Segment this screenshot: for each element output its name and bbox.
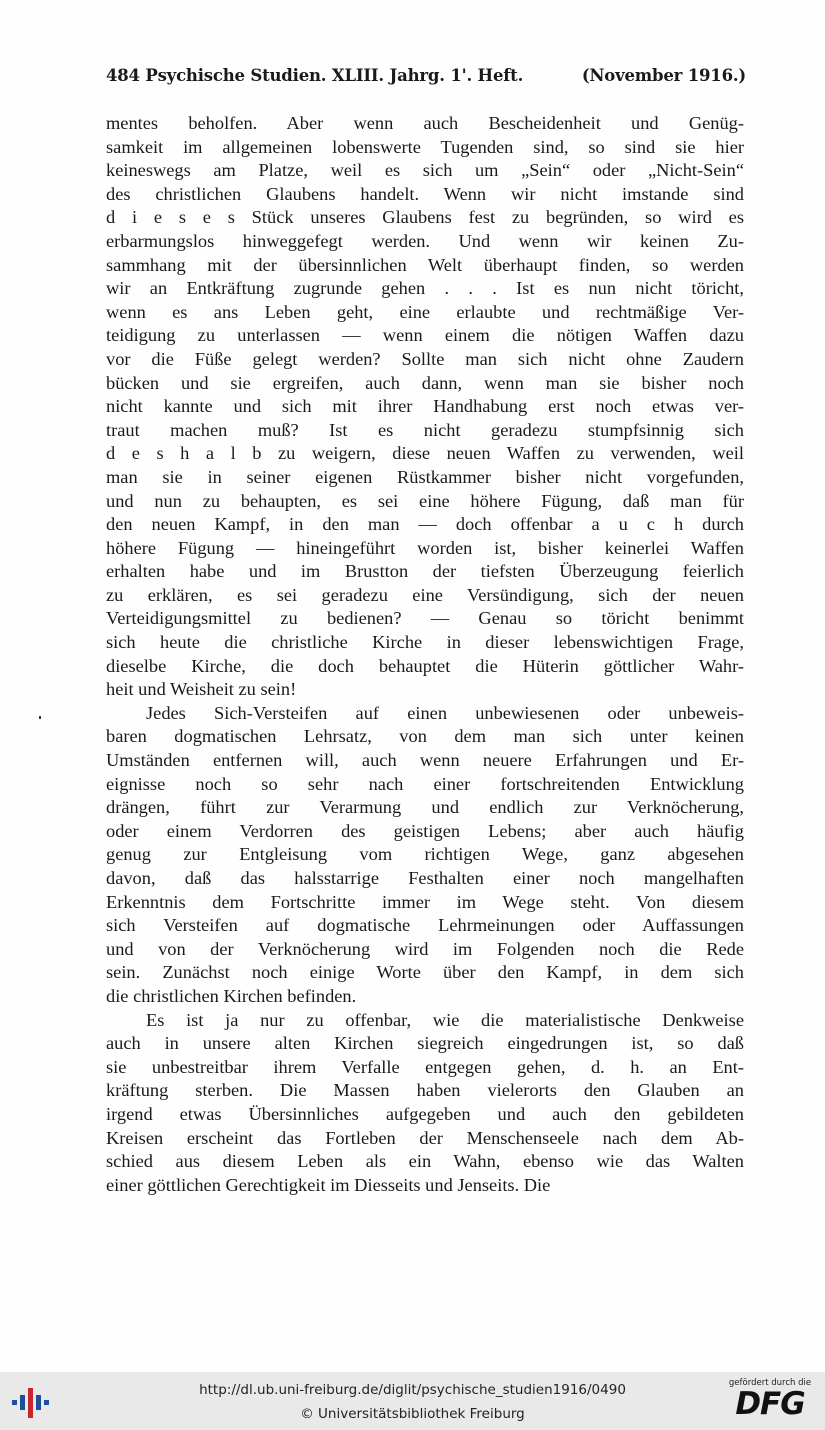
text-line: genug zur Entgleisung vom richtigen Wege, ganz abgesehen — [106, 844, 744, 865]
text-line: nicht kannte und sich mit ihrer Handhabung erst noch etwas ver- — [106, 396, 744, 417]
text-line: sich heute die christliche Kirche in dieser lebenswichtigen Frage, — [106, 632, 744, 653]
running-head-right: (November 1916.) — [581, 66, 746, 85]
text-line: d e s h a l b zu weigern, diese neuen Waffen zu verwenden, weil — [106, 443, 744, 464]
text-line: sammhang mit der übersinnlichen Welt überhaupt finden, so werden — [106, 254, 744, 275]
text-line: auch in unsere alten Kirchen siegreich eingedrungen ist, so daß — [106, 1033, 744, 1054]
text-line: keineswegs am Platze, weil es sich um „Sein“ oder „Nicht-Sein“ — [106, 160, 744, 181]
text-line: sie unbestreitbar ihrem Verfalle entgegen gehen, d. h. an Ent- — [106, 1056, 744, 1077]
text-line: sein. Zunächst noch einige Worte über den Kampf, in dem sich — [106, 962, 744, 983]
text-line: sich Versteifen auf dogmatische Lehrmeinungen oder Auffassungen — [106, 915, 744, 936]
text-line: samkeit im allgemeinen lobenswerte Tugenden sind, so sind sie hier — [106, 136, 744, 157]
sponsor-text: gefördert durch die — [728, 1378, 812, 1388]
text-line: d i e s e s Stück unseres Glaubens fest zu begründen, so wird es — [106, 207, 744, 228]
sponsor-block — [725, 1378, 815, 1420]
dfg-logo: DFG — [735, 1386, 805, 1422]
text-line: wenn es ans Leben geht, eine erlaubte und rechtmäßige Ver- — [106, 301, 744, 322]
text-line: dieselbe Kirche, die doch behauptet die Hüterin göttlicher Wahr- — [106, 655, 744, 676]
text-line: oder einem Verdorren des geistigen Lebens; aber auch häufig — [106, 820, 744, 841]
text-line: mentes beholfen. Aber wenn auch Bescheidenheit und Genüg- — [106, 113, 744, 133]
text-line: baren dogmatischen Lehrsatz, von dem man sich unter keinen — [106, 726, 744, 747]
copyright-text: © Universitätsbibliothek Freiburg — [300, 1406, 525, 1422]
text-line: Es ist ja nur zu offenbar, wie die materialistische Denkweise — [146, 1009, 744, 1030]
text-line: die christlichen Kirchen befinden. — [106, 985, 357, 1006]
text-line: zu erklären, es sei geradezu eine Versündigung, sich der neuen — [106, 584, 744, 605]
text-line: und nun zu behaupten, es sei eine höhere Fügung, daß man für — [106, 490, 744, 511]
text-line: Verteidigungsmittel zu bedienen? — Genau so töricht benimmt — [106, 608, 744, 629]
text-line: heit und Weisheit zu sein! — [106, 679, 297, 700]
text-line: davon, daß das halsstarrige Festhalten einer noch mangelhaften — [106, 868, 744, 888]
text-line: Erkenntnis dem Fortschritte immer im Wege steht. Von diesem — [106, 891, 744, 912]
margin-mark — [39, 716, 41, 719]
text-line: Umständen entfernen will, auch wenn neuere Erfahrungen und Er- — [106, 750, 744, 771]
page-header — [106, 66, 746, 85]
running-head-left: 484 Psychische Studien. XLIII. Jahrg. 1'. Heft. — [106, 66, 524, 85]
source-url[interactable]: http://dl.ub.uni-freiburg.de/diglit/psychische_studien1916/0490 — [199, 1382, 626, 1398]
text-line: des christlichen Glaubens handelt. Wenn wir nicht imstande sind — [106, 183, 744, 204]
text-line: den neuen Kampf, in den man — doch offenbar a u c h durch — [106, 514, 744, 535]
text-line: traut machen muß? Ist es nicht geradezu stumpfsinnig sich — [106, 419, 744, 440]
footer-bar — [0, 1372, 825, 1430]
text-line: erhalten habe und im Brustton der tiefsten Überzeugung feierlich — [106, 561, 744, 582]
text-line: man sie in seiner eigenen Rüstkammer bisher nicht vorgefunden, — [106, 466, 744, 487]
text-line: erbarmungslos hinweggefegt werden. Und wenn wir keinen Zu- — [106, 230, 744, 251]
text-line: drängen, führt zur Verarmung und endlich zur Verknöcherung, — [106, 797, 744, 818]
text-line: irgend etwas Übersinnliches aufgegeben und auch den gebildeten — [106, 1103, 744, 1124]
text-line: eignisse noch so sehr nach einer fortschreitenden Entwicklung — [106, 773, 744, 794]
text-line: vor die Füße gelegt werden? Sollte man sich nicht ohne Zaudern — [106, 348, 744, 369]
text-line: höhere Fügung — hineingeführt worden ist, bisher keinerlei Waffen — [106, 537, 744, 558]
body-text — [106, 112, 744, 1197]
text-line: Jedes Sich-Versteifen auf einen unbewiesenen oder unbeweis- — [146, 702, 744, 723]
text-line: teidigung zu unterlassen — wenn einem die nötigen Waffen dazu — [106, 325, 744, 346]
text-line: einer göttlichen Gerechtigkeit im Diesseits und Jenseits. Die — [106, 1174, 551, 1195]
text-line: und von der Verknöcherung wird im Folgenden noch die Rede — [106, 938, 744, 959]
text-line: bücken und sie ergreifen, auch dann, wenn man sie bisher noch — [106, 372, 744, 393]
text-line: schied aus diesem Leben als ein Wahn, ebenso wie das Walten — [106, 1151, 744, 1172]
text-line: wir an Entkräftung zugrunde gehen . . . Ist es nun nicht töricht, — [106, 278, 744, 299]
text-line: Kreisen erscheint das Fortleben der Menschenseele nach dem Ab- — [106, 1127, 744, 1148]
text-line: kräftung sterben. Die Massen haben vielerorts den Glauben an — [106, 1080, 744, 1101]
